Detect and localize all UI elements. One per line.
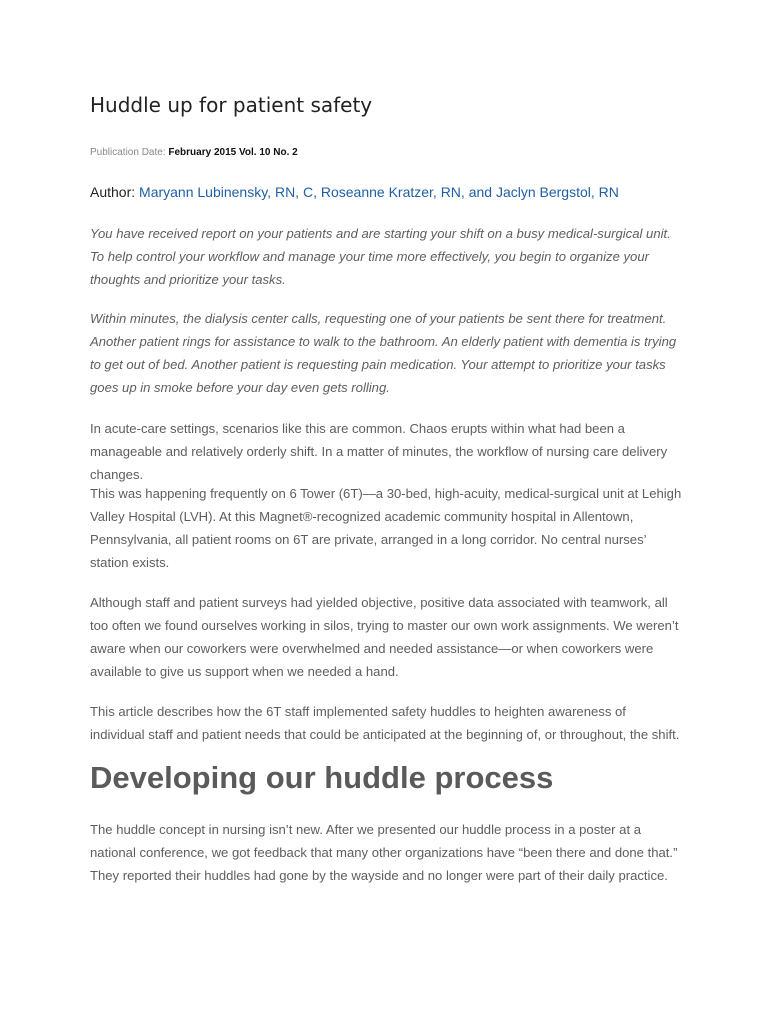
body-paragraph-3: Although staff and patient surveys had yielded objective, positive data associated with teamwork, all too often we found ourselves working in silos, trying to master our own work assignments. We weren’t aware when our coworkers were overwhelmed and needed assistance—or when coworkers were available to give us support when we needed a hand. [90,595,679,679]
publication-date-value: February 2015 Vol. 10 No. 2 [168,147,298,158]
body-paragraph-4: This article describes how the 6T staff implemented safety huddles to heighten awareness of individual staff and patient needs that could be anticipated at the beginning of, or throughout, the shift. [90,704,680,742]
author-link[interactable]: Maryann Lubinensky, RN, C, Roseanne Kratzer, RN, and Jaclyn Bergstol, RN [139,184,619,200]
author-line [90,183,619,201]
intro-paragraph-2: Within minutes, the dialysis center calls, requesting one of your patients be sent there for treatment. Another patient rings for assistance to walk to the bathroom. An elderly patient with dementia is trying to get out of bed. Another patient is requesting pain medication. Your attempt to prioritize your tasks goes up in smoke before your day even gets rolling. [90,311,677,395]
publication-date [90,146,298,160]
publication-date-label: Publication Date: [90,147,166,158]
article-title: Huddle up for patient safety [90,93,373,117]
body-paragraph-1: In acute-care settings, scenarios like this are common. Chaos erupts within what had been a manageable and relatively orderly shift. In a matter of minutes, the workflow of nursing care delivery changes. [90,421,668,482]
section-heading: Developing our huddle process [90,760,554,795]
author-label: Author: [90,184,136,200]
body-paragraph-2: This was happening frequently on 6 Tower (6T)—a 30-bed, high-acuity, medical-surgical unit at Lehigh Valley Hospital (LVH). At this Magnet®-recognized academic community hospital in Allentown, Pennsylvania, all patient rooms on 6T are private, arranged in a long corridor. No central nurses’ station exists. [90,486,682,570]
intro-paragraph-1: You have received report on your patients and are starting your shift on a busy medical-surgical unit. To help control your workflow and manage your time more effectively, you begin to organize your thoughts and prioritize your tasks. [90,226,671,287]
section-paragraph-1: The huddle concept in nursing isn’t new. After we presented our huddle process in a poster at a national conference, we got feedback that many other organizations have “been there and done that.” They reported their huddles had gone by the wayside and no longer were part of their daily practice. [90,822,678,883]
